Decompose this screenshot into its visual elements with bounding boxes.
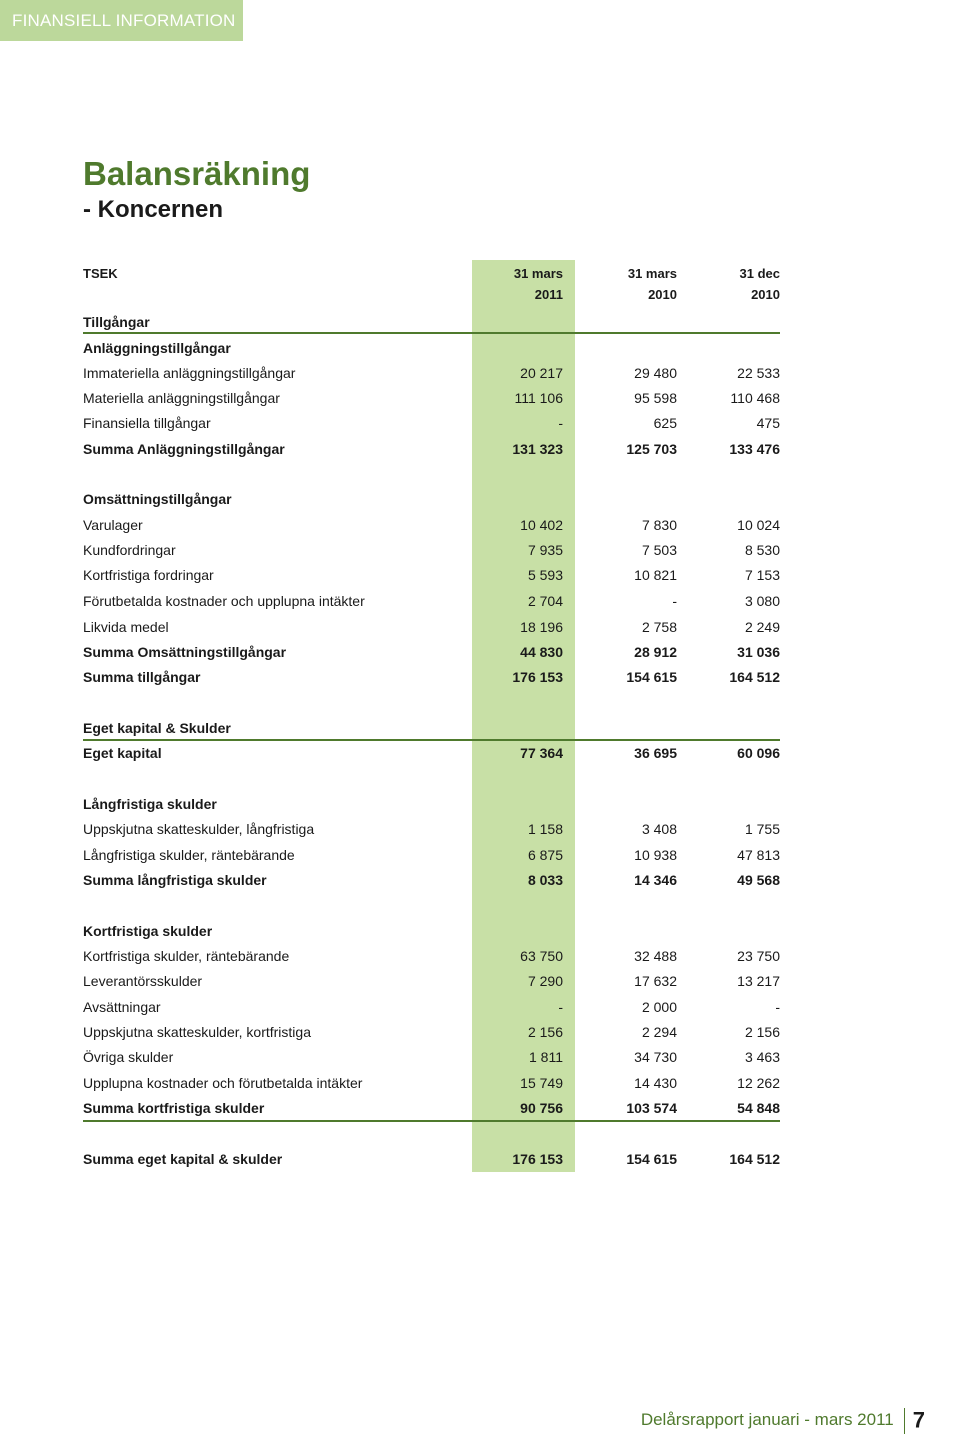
row-value-col2: 14 430 (634, 1075, 677, 1091)
row-label: Upplupna kostnader och förutbetalda intäkter (83, 1075, 363, 1091)
table-row (83, 742, 780, 764)
row-value-col2: 154 615 (626, 669, 677, 685)
table-row (83, 438, 780, 460)
row-label: Summa Anläggningstillgångar (83, 441, 285, 457)
row-label: Kortfristiga skulder, räntebärande (83, 948, 290, 964)
row-label: Eget kapital (83, 745, 162, 761)
table-row (83, 1072, 780, 1094)
row-value-col1: 2 704 (527, 593, 563, 609)
row-value-col1: 131 323 (512, 441, 563, 457)
row-value-col1: 2 156 (527, 1024, 563, 1040)
row-value-col2: 103 574 (626, 1100, 677, 1116)
table-row (83, 337, 780, 359)
row-value-col2: 29 480 (634, 365, 677, 381)
row-value-col1: 176 153 (512, 669, 563, 685)
row-value-col3: - (775, 999, 780, 1015)
row-value-col2: 7 830 (641, 517, 677, 533)
row-value-col2: 2 294 (641, 1024, 677, 1040)
table-row (83, 412, 780, 434)
table-row (83, 793, 780, 815)
row-value-col3: 133 476 (729, 441, 780, 457)
row-label: Övriga skulder (83, 1049, 174, 1065)
row-value-col2: 36 695 (634, 745, 677, 761)
row-value-col2: 154 615 (626, 1151, 677, 1167)
row-value-col3: 2 249 (744, 619, 780, 635)
row-value-col1: 1 158 (527, 821, 563, 837)
section-rule (83, 1120, 780, 1122)
row-value-col1: 90 756 (520, 1100, 563, 1116)
unit-label: TSEK (83, 266, 118, 281)
row-label: Summa eget kapital & skulder (83, 1151, 283, 1167)
row-value-col3: 10 024 (737, 517, 780, 533)
row-value-col1: - (558, 999, 563, 1015)
row-value-col3: 3 463 (744, 1049, 780, 1065)
section-rule (83, 332, 780, 334)
row-value-col1: 18 196 (520, 619, 563, 635)
table-row (83, 488, 780, 510)
table-row (83, 564, 780, 586)
table-row (83, 970, 780, 992)
table-row (83, 311, 780, 333)
page-number: 7 (912, 1407, 925, 1433)
table-row (83, 362, 780, 384)
row-label: Summa tillgångar (83, 669, 201, 685)
row-value-col2: 2 758 (641, 619, 677, 635)
row-label: Likvida medel (83, 619, 169, 635)
table-row (83, 1046, 780, 1068)
row-value-col1: 8 033 (527, 872, 563, 888)
row-value-col1: 10 402 (520, 517, 563, 533)
section-tab: FINANSIELL INFORMATION (0, 0, 243, 41)
row-value-col1: 15 749 (520, 1075, 563, 1091)
footer-divider (904, 1408, 905, 1434)
row-label: Summa Omsättningstillgångar (83, 644, 287, 660)
page-title: Balansräkning (83, 155, 311, 192)
row-value-col2: 3 408 (641, 821, 677, 837)
row-label: Immateriella anläggningstillgångar (83, 365, 296, 381)
row-label: Långfristiga skulder, räntebärande (83, 847, 295, 863)
row-value-col3: 60 096 (737, 745, 780, 761)
row-value-col1: 6 875 (527, 847, 563, 863)
row-value-col1: 176 153 (512, 1151, 563, 1167)
table-row (83, 590, 780, 612)
row-value-col2: 10 938 (634, 847, 677, 863)
row-value-col2: 34 730 (634, 1049, 677, 1065)
row-value-col3: 49 568 (737, 872, 780, 888)
row-value-col3: 475 (756, 415, 780, 431)
table-row (83, 818, 780, 840)
row-value-col2: 32 488 (634, 948, 677, 964)
col-header-3: 31 dec (739, 266, 780, 281)
row-value-col3: 31 036 (737, 644, 780, 660)
table-row (83, 996, 780, 1018)
row-value-col2: - (672, 593, 677, 609)
row-value-col1: 20 217 (520, 365, 563, 381)
row-value-col3: 1 755 (744, 821, 780, 837)
row-value-col1: 1 811 (529, 1049, 563, 1065)
row-label: Materiella anläggningstillgångar (83, 390, 280, 406)
col-header-2: 31 mars (627, 266, 677, 281)
col-year-1: 2011 (534, 287, 563, 302)
section-rule (83, 739, 780, 741)
row-value-col3: 22 533 (737, 365, 780, 381)
row-label: Anläggningstillgångar (83, 340, 231, 356)
table-row (83, 514, 780, 536)
table-row (83, 666, 780, 688)
row-label: Varulager (83, 517, 143, 533)
row-label: Långfristiga skulder (83, 796, 217, 812)
row-value-col2: 625 (653, 415, 677, 431)
row-value-col3: 13 217 (737, 973, 780, 989)
row-value-col2: 14 346 (634, 872, 677, 888)
table-row (83, 717, 780, 739)
row-label: Finansiella tillgångar (83, 415, 211, 431)
row-value-col2: 17 632 (634, 973, 677, 989)
table-row (83, 920, 780, 942)
table-row (83, 844, 780, 866)
row-value-col1: 111 106 (514, 390, 563, 406)
table-row (83, 1021, 780, 1043)
table-row (83, 1148, 780, 1170)
table-row (83, 641, 780, 663)
row-value-col3: 164 512 (729, 669, 780, 685)
row-value-col1: 44 830 (520, 644, 563, 660)
row-label: Eget kapital & Skulder (83, 720, 231, 736)
row-value-col3: 47 813 (737, 847, 780, 863)
col-year-3: 2010 (751, 287, 780, 302)
table-header (83, 263, 780, 285)
row-value-col2: 125 703 (626, 441, 677, 457)
row-value-col3: 8 530 (744, 542, 780, 558)
page-subtitle: - Koncernen (83, 196, 224, 223)
table-header-years (83, 284, 780, 306)
col-year-2: 2010 (648, 287, 677, 302)
row-value-col2: 10 821 (634, 567, 677, 583)
row-value-col3: 110 468 (730, 390, 780, 406)
row-value-col3: 164 512 (729, 1151, 780, 1167)
row-label: Uppskjutna skatteskulder, långfristiga (83, 821, 315, 837)
row-label: Summa kortfristiga skulder (83, 1100, 265, 1116)
table-row (83, 539, 780, 561)
row-label: Leverantörsskulder (83, 973, 203, 989)
row-label: Uppskjutna skatteskulder, kortfristiga (83, 1024, 311, 1040)
row-value-col1: 7 290 (527, 973, 563, 989)
footer-report-title: Delårsrapport januari - mars 2011 (640, 1410, 894, 1429)
row-value-col3: 23 750 (737, 948, 780, 964)
row-label: Kortfristiga fordringar (83, 567, 214, 583)
row-value-col3: 2 156 (744, 1024, 780, 1040)
row-value-col1: - (558, 415, 563, 431)
table-row (83, 869, 780, 891)
row-label: Summa långfristiga skulder (83, 872, 267, 888)
footer (641, 1405, 925, 1435)
row-value-col3: 54 848 (737, 1100, 780, 1116)
row-value-col3: 3 080 (744, 593, 780, 609)
row-value-col2: 95 598 (634, 390, 677, 406)
table-row (83, 616, 780, 638)
table-row (83, 387, 780, 409)
row-label: Omsättningstillgångar (83, 491, 232, 507)
row-value-col3: 12 262 (737, 1075, 780, 1091)
row-value-col1: 63 750 (520, 948, 563, 964)
row-value-col1: 5 593 (527, 567, 563, 583)
row-label: Kortfristiga skulder (83, 923, 213, 939)
row-value-col2: 7 503 (641, 542, 677, 558)
row-value-col1: 77 364 (520, 745, 563, 761)
row-value-col2: 2 000 (641, 999, 677, 1015)
row-label: Kundfordringar (83, 542, 176, 558)
row-value-col3: 7 153 (744, 567, 780, 583)
row-label: Avsättningar (83, 999, 161, 1015)
table-row (83, 1097, 780, 1119)
table-row (83, 945, 780, 967)
row-value-col2: 28 912 (634, 644, 677, 660)
row-value-col1: 7 935 (527, 542, 563, 558)
col-header-1: 31 mars (513, 266, 563, 281)
row-label: Tillgångar (83, 314, 150, 330)
row-label: Förutbetalda kostnader och upplupna intäkter (83, 593, 365, 609)
